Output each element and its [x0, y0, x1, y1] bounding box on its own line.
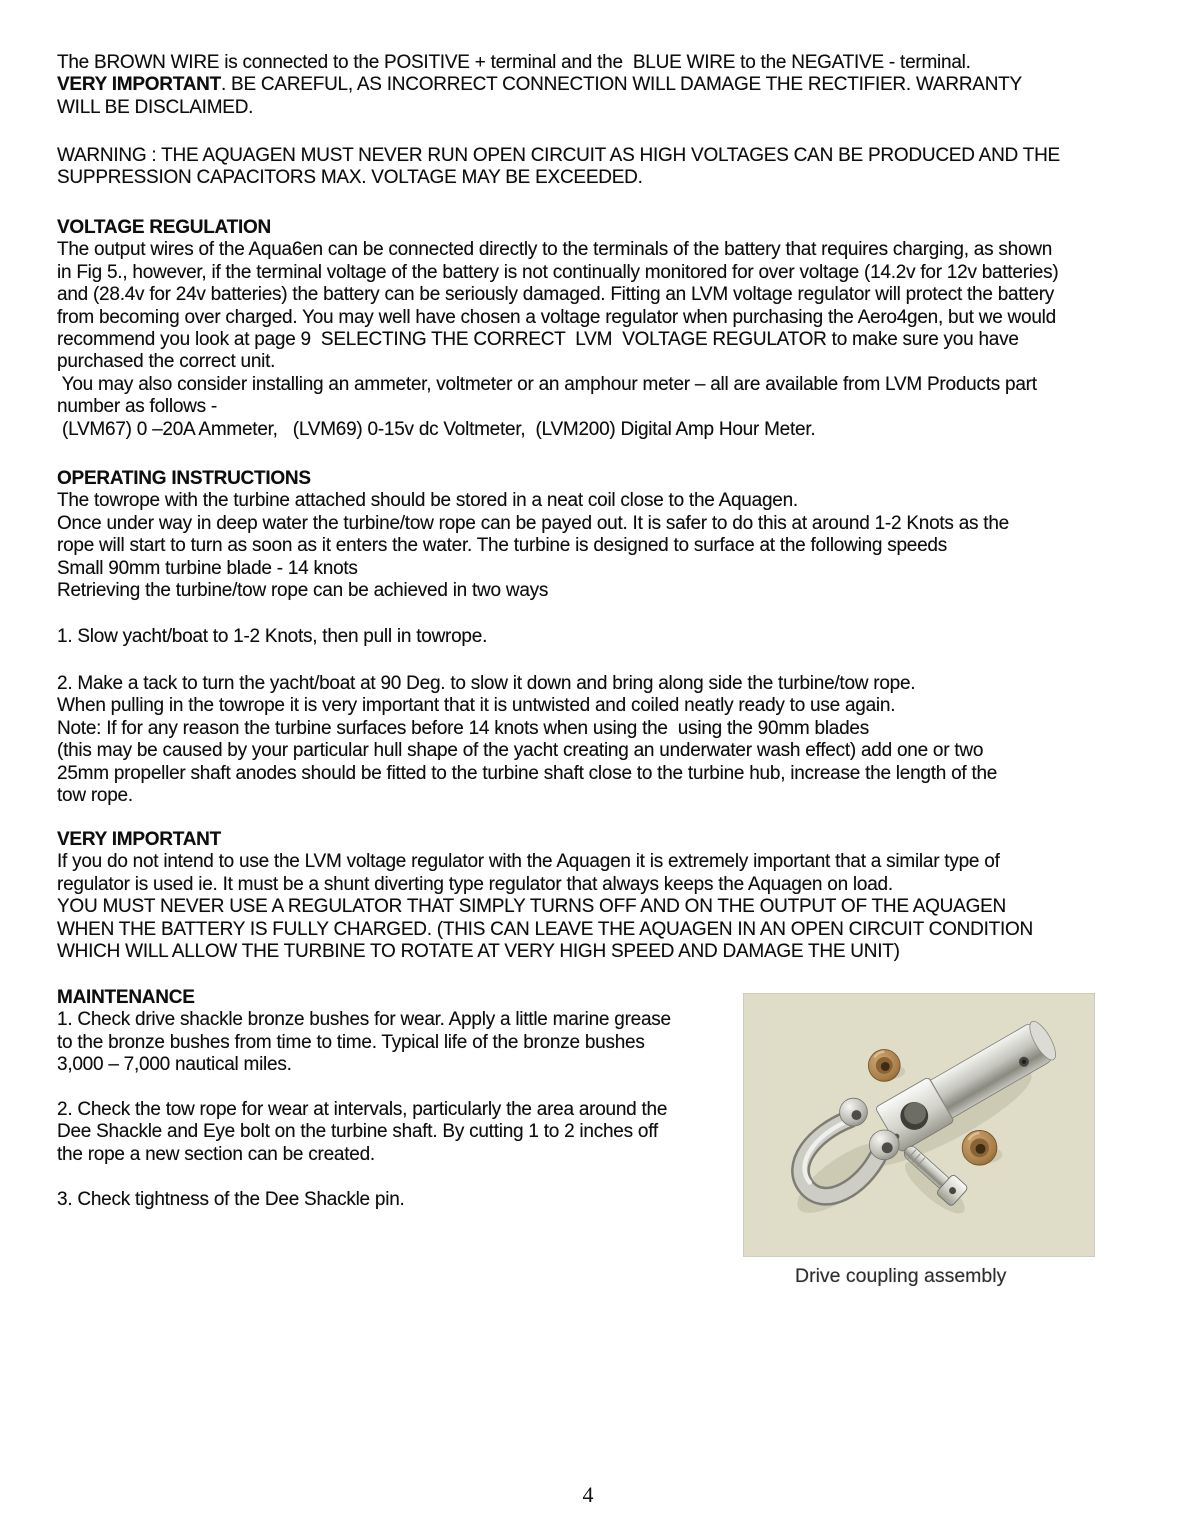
bold-text-segment: VERY IMPORTANT: [57, 74, 221, 96]
drive-coupling-illustration: [744, 994, 1094, 1256]
text-segment: 25mm propeller shaft anodes should be fitted to the turbine shaft close to the turbine hub, increase the length of the: [57, 762, 998, 784]
text-segment: rope will start to turn as soon as it enters the water. The turbine is designed to surface at the following speeds: [57, 535, 947, 557]
section-heading: MAINTENANCE: [57, 987, 195, 1008]
text-line: [57, 896, 1137, 918]
text-line: [57, 1121, 722, 1143]
text-segment: The BROWN WIRE is connected to the POSITIVE + terminal and the BLUE WIRE to the NEGATIVE - terminal.: [57, 52, 971, 73]
text-segment: recommend you look at page 9 SELECTING THE CORRECT LVM VOLTAGE REGULATOR to make sure you have: [57, 328, 1019, 350]
text-segment: The output wires of the Aqua6en can be connected directly to the terminals of the battery that requires charging, as shown: [57, 239, 1053, 261]
text-segment: Once under way in deep water the turbine/tow rope can be payed out. It is safer to do this at around 1-2 Knots as the: [57, 512, 1009, 534]
text-segment: and (28.4v for 24v batteries) the battery can be seriously damaged. Fitting an LVM voltage regulator will protect the battery: [57, 284, 1055, 306]
text-line: [57, 262, 1137, 284]
text-segment: tow rope.: [57, 784, 133, 806]
text-segment: WARNING : THE AQUAGEN MUST NEVER RUN OPEN CIRCUIT AS HIGH VOLTAGES CAN BE PRODUCED AND THE: [57, 145, 1060, 166]
text-line: [57, 167, 1137, 189]
text-line: [57, 941, 1137, 963]
section-retrieve-step-1: [57, 626, 1137, 648]
text-line: [57, 351, 1137, 373]
section-very-important: [57, 829, 1137, 963]
text-segment: When pulling in the towrope it is very important that it is untwisted and coiled neatly ready to use again.: [57, 695, 896, 717]
text-segment: Small 90mm turbine blade - 14 knots: [57, 557, 358, 579]
text-line: [57, 919, 1137, 941]
text-segment: YOU MUST NEVER USE A REGULATOR THAT SIMPLY TURNS OFF AND ON THE OUTPUT OF THE AQUAGEN: [57, 896, 1006, 918]
coupling-body: [875, 1014, 1062, 1152]
text-line: [57, 1099, 722, 1121]
text-line: [57, 396, 1137, 418]
text-line: [57, 145, 1137, 167]
text-segment: The towrope with the turbine attached should be stored in a neat coil close to the Aquagen.: [57, 490, 798, 512]
text-line: [57, 740, 1137, 762]
section-warning: [57, 145, 1137, 190]
text-line: [57, 1009, 722, 1031]
text-segment: 1. Slow yacht/boat to 1-2 Knots, then pull in towrope.: [57, 626, 488, 647]
text-line: [57, 535, 1137, 557]
text-segment: If you do not intend to use the LVM voltage regulator with the Aquagen it is extremely important that a similar type of: [57, 851, 1000, 873]
bronze-bush-large: [962, 1130, 997, 1165]
text-segment: Note: If for any reason the turbine surfaces before 14 knots when using the using the 90mm blades: [57, 717, 869, 739]
section-maintenance: [57, 987, 722, 1211]
section-operating-instructions: [57, 468, 1137, 602]
text-line: [57, 374, 1137, 396]
text-segment: purchased the correct unit.: [57, 351, 276, 373]
text-segment: Dee Shackle and Eye bolt on the turbine shaft. By cutting 1 to 2 inches off: [57, 1121, 658, 1143]
blank-line: [57, 1077, 722, 1099]
text-line: [57, 580, 1137, 602]
text-line: [57, 558, 1137, 580]
blank-line: [57, 1166, 722, 1188]
text-segment: 2. Check the tow rope for wear at intervals, particularly the area around the: [57, 1098, 668, 1120]
text-line: [57, 490, 1137, 512]
section-retrieve-step-2: [57, 673, 1137, 807]
text-line: [57, 626, 1137, 648]
text-segment: from becoming over charged. You may well have chosen a voltage regulator when purchasing the Aero4gen, but we would: [57, 306, 1056, 328]
section-wiring-note: [57, 52, 1137, 119]
text-line: [57, 284, 1137, 306]
text-segment: the rope a new section can be created.: [57, 1143, 375, 1165]
text-segment: SUPPRESSION CAPACITORS MAX. VOLTAGE MAY BE EXCEEDED.: [57, 167, 643, 189]
text-line: [57, 718, 1137, 740]
text-line: [57, 97, 1137, 119]
section-heading: VERY IMPORTANT: [57, 829, 221, 850]
page-number: 4: [582, 1482, 594, 1507]
section-heading: VOLTAGE REGULATION: [57, 217, 271, 238]
text-segment: 2. Make a tack to turn the yacht/boat at 90 Deg. to slow it down and bring along side the turbine/tow rope.: [57, 673, 916, 694]
text-segment: 3,000 – 7,000 nautical miles.: [57, 1054, 292, 1076]
figure-caption: Drive coupling assembly: [795, 1265, 1007, 1287]
text-segment: number as follows -: [57, 396, 217, 418]
text-segment: 1. Check drive shackle bronze bushes for wear. Apply a little marine grease: [57, 1009, 671, 1031]
text-line: [57, 1189, 722, 1211]
text-segment: in Fig 5., however, if the terminal voltage of the battery is not continually monitored for over voltage (14.2v for 12v batteries): [57, 261, 1059, 283]
text-line: [57, 513, 1137, 535]
bronze-bush-small: [868, 1050, 900, 1082]
text-segment: (this may be caused by your particular hull shape of the yacht creating an underwater wash effect) add one or two: [57, 740, 984, 762]
text-line: [57, 419, 1137, 441]
text-line: [57, 1032, 722, 1054]
text-line: [57, 74, 1137, 96]
text-segment: (LVM67) 0 –20A Ammeter, (LVM69) 0-15v dc Voltmeter, (LVM200) Digital Amp Hour Meter.: [57, 418, 816, 440]
text-line: [57, 673, 1137, 695]
text-line: [57, 785, 1137, 807]
text-segment: . BE CAREFUL, AS INCORRECT CONNECTION WILL DAMAGE THE RECTIFIER. WARRANTY: [221, 74, 1022, 96]
text-segment: WILL BE DISCLAIMED.: [57, 96, 254, 118]
figure-photo: [743, 993, 1095, 1257]
text-line: [57, 239, 1137, 261]
text-line: [57, 329, 1137, 351]
section-heading: OPERATING INSTRUCTIONS: [57, 468, 311, 489]
text-segment: to the bronze bushes from time to time. Typical life of the bronze bushes: [57, 1031, 645, 1053]
text-line: [57, 1144, 722, 1166]
text-segment: regulator is used ie. It must be a shunt diverting type regulator that always keeps the Aquagen on load.: [57, 873, 893, 895]
text-line: [57, 763, 1137, 785]
text-segment: Retrieving the turbine/tow rope can be achieved in two ways: [57, 579, 549, 601]
text-segment: WHEN THE BATTERY IS FULLY CHARGED. (THIS CAN LEAVE THE AQUAGEN IN AN OPEN CIRCUIT CONDITION: [57, 918, 1033, 940]
text-line: [57, 851, 1137, 873]
text-line: [57, 874, 1137, 896]
text-segment: 3. Check tightness of the Dee Shackle pin.: [57, 1188, 405, 1210]
text-segment: You may also consider installing an ammeter, voltmeter or an amphour meter – all are available from LVM Products part: [57, 373, 1037, 395]
text-line: [57, 52, 1137, 74]
section-voltage-regulation: [57, 217, 1137, 441]
text-line: [57, 307, 1137, 329]
text-line: [57, 695, 1137, 717]
text-line: [57, 1054, 722, 1076]
text-segment: WHICH WILL ALLOW THE TURBINE TO ROTATE AT VERY HIGH SPEED AND DAMAGE THE UNIT): [57, 940, 900, 962]
